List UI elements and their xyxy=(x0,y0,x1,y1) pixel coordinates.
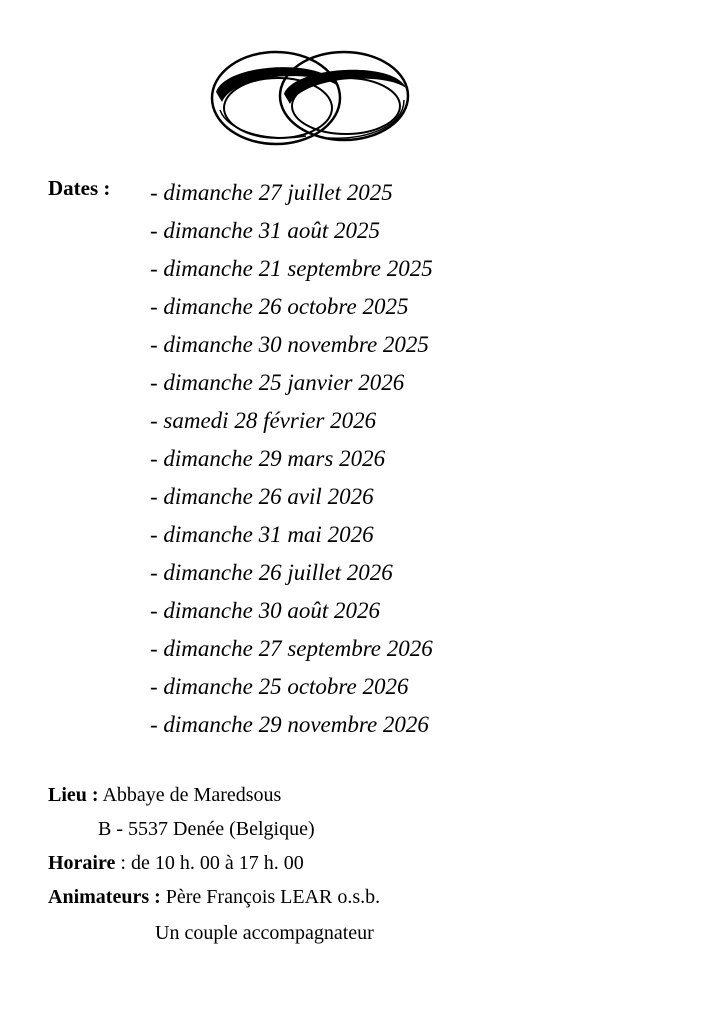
date-item: - dimanche 26 octobre 2025 xyxy=(150,294,409,319)
lieu-value: Abbaye de Maredsous xyxy=(98,784,282,806)
lieu-label: Lieu : xyxy=(48,784,99,806)
date-item: - dimanche 30 novembre 2025 xyxy=(150,332,429,357)
lieu-address: B - 5537 Denée (Belgique) xyxy=(98,818,315,840)
date-item: - samedi 28 février 2026 xyxy=(150,408,377,433)
horaire-value: : de 10 h. 00 à 17 h. 00 xyxy=(115,852,304,874)
date-item: - dimanche 27 juillet 2025 xyxy=(150,180,393,205)
date-list xyxy=(150,174,433,744)
date-item: - dimanche 29 mars 2026 xyxy=(150,446,386,471)
date-item: - dimanche 29 novembre 2026 xyxy=(150,712,429,737)
horaire-label: Horaire xyxy=(48,852,116,874)
date-item: - dimanche 25 octobre 2026 xyxy=(150,674,409,699)
animateurs-line xyxy=(48,885,380,909)
date-item: - dimanche 30 août 2026 xyxy=(150,598,380,623)
date-item: - dimanche 26 juillet 2026 xyxy=(150,560,393,585)
date-item: - dimanche 31 août 2025 xyxy=(150,218,380,243)
date-item: - dimanche 26 avil 2026 xyxy=(150,484,374,509)
date-item: - dimanche 25 janvier 2026 xyxy=(150,370,405,395)
animateurs-label: Animateurs : xyxy=(48,886,161,908)
wedding-rings-icon xyxy=(208,36,414,156)
horaire-line xyxy=(48,851,304,875)
animateurs-second: Un couple accompagnateur xyxy=(155,922,374,944)
date-item: - dimanche 31 mai 2026 xyxy=(150,522,374,547)
animateurs-value: Père François LEAR o.s.b. xyxy=(160,886,381,908)
dates-label: Dates : xyxy=(48,176,111,200)
lieu-line xyxy=(48,783,281,807)
date-item: - dimanche 21 septembre 2025 xyxy=(150,256,433,281)
right-ring xyxy=(280,52,408,140)
date-item: - dimanche 27 septembre 2026 xyxy=(150,636,433,661)
